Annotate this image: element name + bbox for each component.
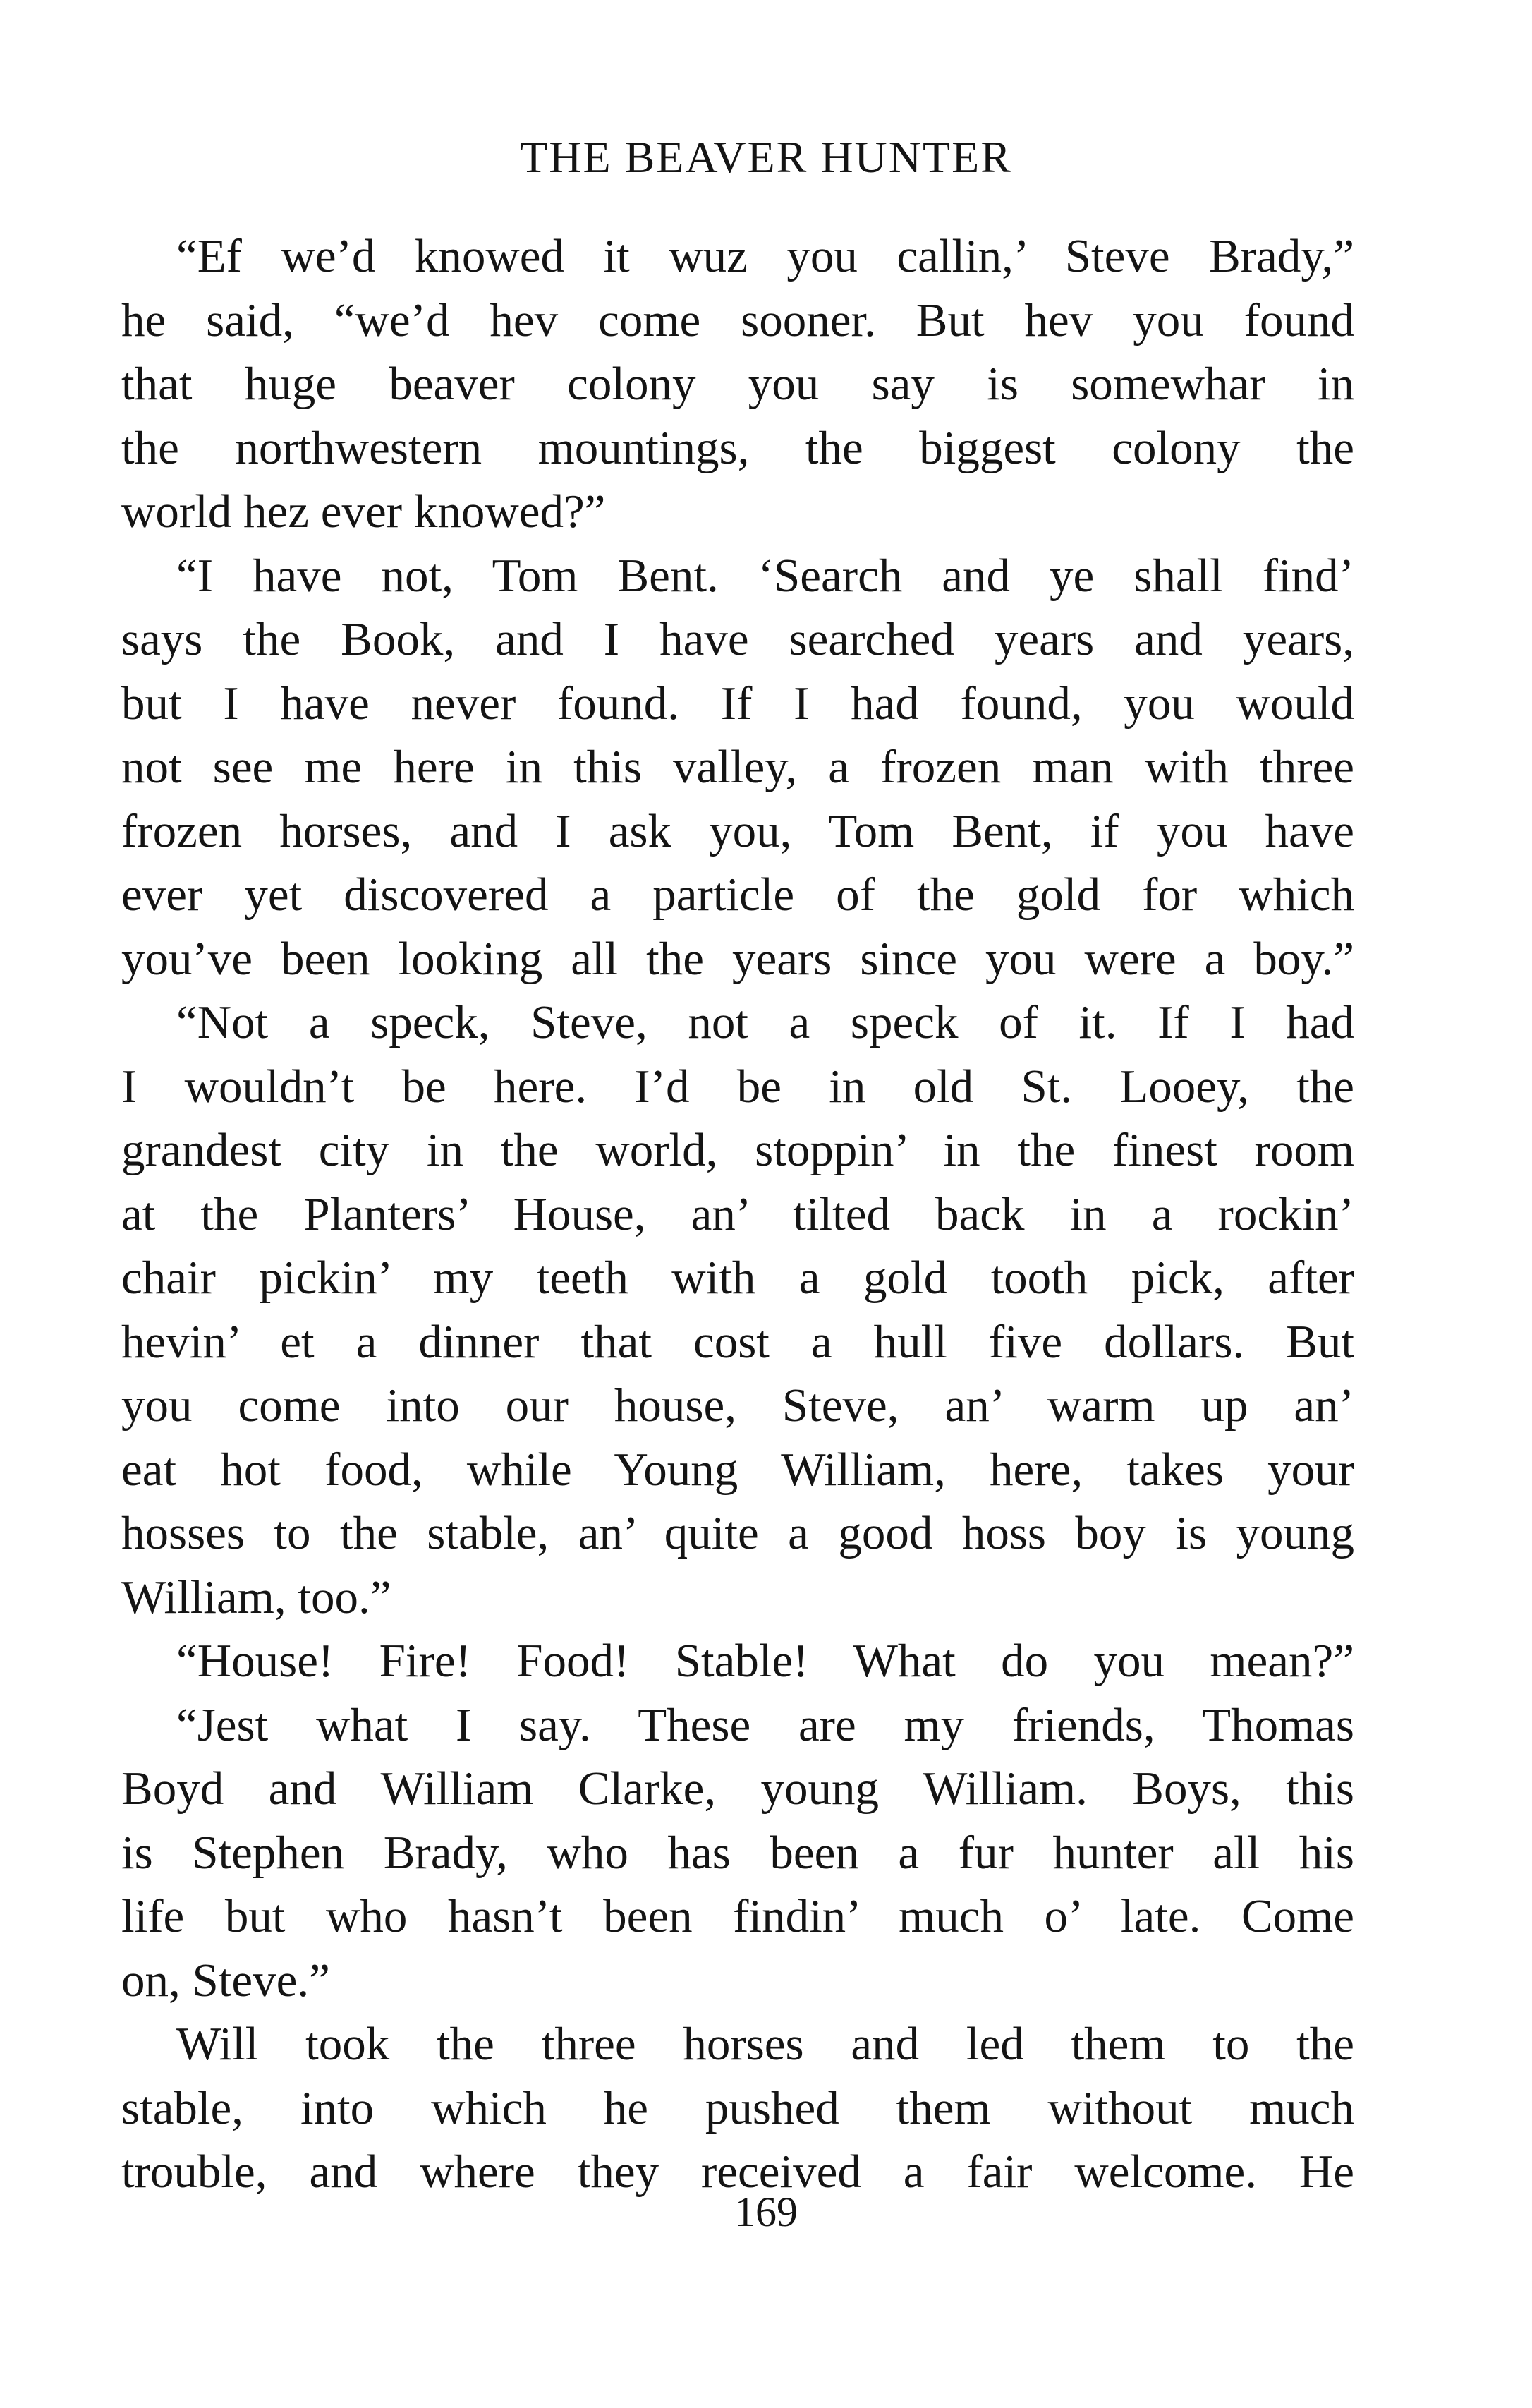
page-number: 169 bbox=[734, 2189, 798, 2235]
text-line: Boyd and William Clarke, young William. Boys, this bbox=[121, 1762, 1354, 1815]
text-line: frozen horses, and I ask you, Tom Bent, if you have bbox=[121, 804, 1354, 857]
paragraph-2 bbox=[121, 544, 1354, 991]
text-line: world hez ever knowed?” bbox=[121, 485, 606, 538]
text-line: at the Planters’ House, an’ tilted back in a rockin’ bbox=[121, 1187, 1354, 1240]
text-line: you come into our house, Steve, an’ warm up an’ bbox=[121, 1379, 1354, 1432]
text-line: the northwestern mountings, the biggest colony the bbox=[121, 421, 1354, 474]
text-line: “Jest what I say. These are my friends, Thomas bbox=[176, 1698, 1354, 1751]
text-line: William, too.” bbox=[121, 1571, 391, 1623]
paragraph-1 bbox=[121, 224, 1354, 544]
text-line: “House! Fire! Food! Stable! What do you mean?” bbox=[176, 1635, 1354, 1687]
text-line: is Stephen Brady, who has been a fur hunter all his bbox=[121, 1826, 1354, 1879]
paragraph-6 bbox=[121, 2012, 1354, 2204]
text-line: chair pickin’ my teeth with a gold tooth pick, after bbox=[121, 1252, 1354, 1304]
text-line: says the Book, and I have searched years and years, bbox=[121, 613, 1354, 665]
text-line: he said, “we’d hev come sooner. But hev you found bbox=[121, 294, 1354, 346]
text-line: Will took the three horses and led them to the bbox=[176, 2018, 1354, 2070]
paragraph-5 bbox=[121, 1693, 1354, 2013]
paragraph-4 bbox=[121, 1629, 1354, 1693]
text-line: you’ve been looking all the years since you were a boy.” bbox=[121, 932, 1354, 985]
running-head: THE BEAVER HUNTER bbox=[520, 132, 1012, 182]
text-line: ever yet discovered a particle of the gold for which bbox=[121, 869, 1354, 921]
text-line: that huge beaver colony you say is somewhar in bbox=[121, 358, 1354, 410]
text-line: life but who hasn’t been findin’ much o’ late. Come bbox=[121, 1890, 1354, 1942]
paragraph-3 bbox=[121, 991, 1354, 1629]
text-line: eat hot food, while Young William, here, takes your bbox=[121, 1443, 1354, 1496]
text-line: on, Steve.” bbox=[121, 1954, 330, 2007]
text-line: “Not a speck, Steve, not a speck of it. If I had bbox=[176, 996, 1354, 1048]
text-line: but I have never found. If I had found, you would bbox=[121, 677, 1354, 730]
text-line: grandest city in the world, stoppin’ in the finest room bbox=[121, 1124, 1354, 1176]
text-line: not see me here in this valley, a frozen man with three bbox=[121, 741, 1354, 793]
text-line: “Ef we’d knowed it wuz you callin,’ Steve Brady,” bbox=[176, 230, 1354, 282]
text-line: “I have not, Tom Bent. ‘Search and ye shall find’ bbox=[176, 549, 1354, 602]
text-line: hosses to the stable, an’ quite a good hoss boy is young bbox=[121, 1507, 1354, 1559]
text-line: trouble, and where they received a fair welcome. He bbox=[121, 2146, 1354, 2198]
text-line: stable, into which he pushed them without much bbox=[121, 2081, 1354, 2134]
text-line: hevin’ et a dinner that cost a hull five dollars. But bbox=[121, 1315, 1354, 1368]
text-line: I wouldn’t be here. I’d be in old St. Looey, the bbox=[121, 1060, 1354, 1113]
body-text bbox=[121, 224, 1354, 2204]
